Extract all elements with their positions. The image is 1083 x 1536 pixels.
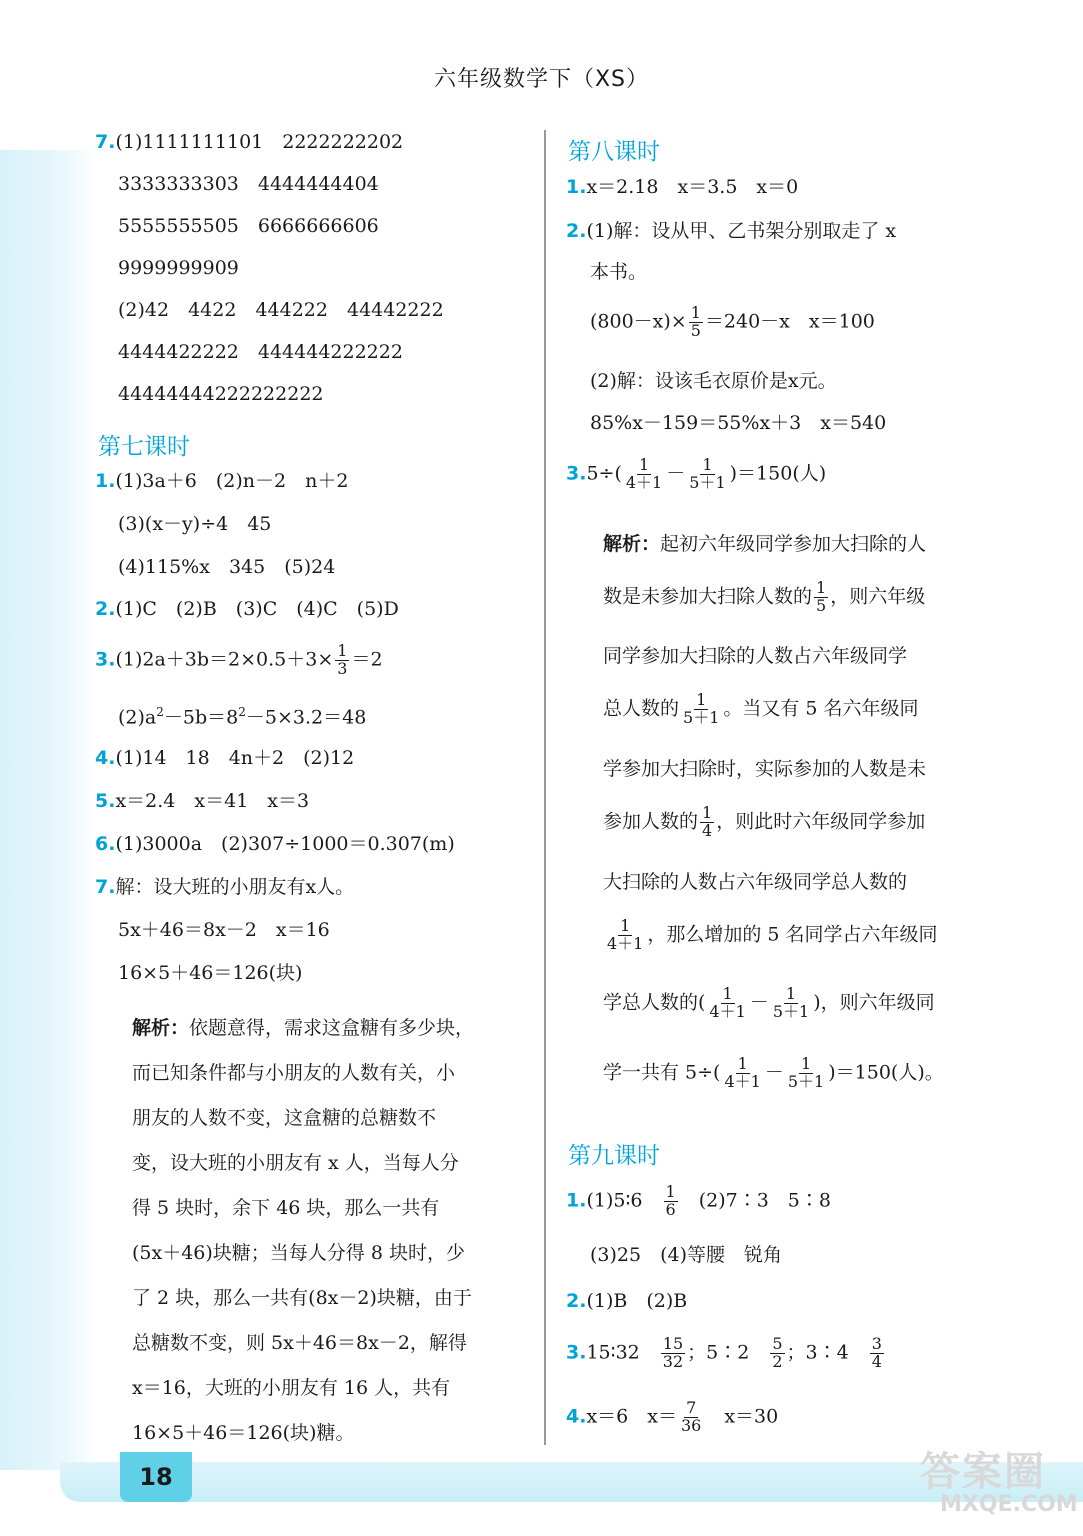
question-7-line-7: 44444444222222222 (118, 383, 324, 405)
page-number: 18 (120, 1452, 192, 1502)
l7-question-4: 4.(1)14 18 4n＋2 (2)12 (95, 747, 355, 769)
l7-question-7-line-3: 16×5＋46＝126(块) (118, 962, 303, 984)
l9-question-3: 3.15∶32 $\frac{15}{32}$ ；5∶2 $\frac{5}{2}$ ；3∶4 $\frac{3}{4}$ (566, 1334, 882, 1371)
l8-analysis-line-7: 大扫除的人数占六年级同学总人数的 (603, 871, 908, 893)
l7-analysis-line-8: 总糖数不变，则 5x＋46＝8x－2，解得 (132, 1332, 467, 1354)
l8-question-2-line-1: 2.(1)解：设从甲、乙书架分别取走了 x (566, 220, 897, 242)
l7-analysis-line-9: x＝16，大班的小朋友有 16 人，共有 (132, 1377, 451, 1399)
l7-question-5: 5.x＝2.4 x＝41 x＝3 (95, 790, 310, 812)
fraction: $\frac{1}{4+1}$ (607, 916, 644, 953)
l7-analysis-line-10: 16×5＋46＝126(块)糖。 (132, 1422, 355, 1444)
watermark-logo: 答案圈 MXQE.COM (920, 1449, 1078, 1517)
question-7-line-5: (2)42 4422 444222 44442222 (118, 299, 444, 321)
l8-analysis-line-10: 学一共有 5÷( $\frac{1}{4+1}$ － $\frac{1}{5+1}$ )＝150(人)。 (603, 1054, 944, 1091)
question-7-line-3: 5555555505 6666666606 (118, 215, 379, 237)
l7-analysis-line-2: 而已知条件都与小朋友的人数有关，小 (132, 1062, 456, 1084)
fraction: $\frac{1}{4+1}$ (724, 1054, 761, 1091)
fraction: $\frac{1}{4+1}$ (625, 455, 663, 492)
l7-analysis-line-7: 了 2 块，那么一共有(8x－2)块糖，由于 (132, 1287, 472, 1309)
question-7-line-1: 7.(1)1111111101 2222222202 (95, 131, 404, 153)
fraction: $\frac{1}{5+1}$ (772, 984, 810, 1021)
l8-question-2-line-2: 本书。 (590, 261, 648, 283)
page-header: 六年级数学下（XS） (433, 67, 650, 92)
question-7-line-6: 4444422222 444444222222 (118, 341, 403, 363)
l7-question-3-line-1: 3.(1)2a＋3b＝2×0.5＋3× $\frac{1}{3}$ ＝2 (95, 641, 383, 678)
l8-analysis-line-3: 同学参加大扫除的人数占六年级同学 (603, 645, 908, 667)
l8-question-2-line-3: (800－x)× $\frac{1}{5}$ ＝240－x x＝100 (590, 303, 875, 340)
fraction: $\frac{1}{6}$ (665, 1182, 676, 1219)
l7-question-7-line-2: 5x＋46＝8x－2 x＝16 (118, 919, 330, 941)
l8-analysis-line-4: 总人数的 $\frac{1}{5+1}$ 。当又有 5 名六年级同 (603, 690, 919, 727)
fraction: $\frac{5}{2}$ (772, 1334, 783, 1371)
l7-question-1-line-1: 1.(1)3a＋6 (2)n－2 n＋2 (95, 470, 349, 492)
l8-analysis-line-9: 学总人数的( $\frac{1}{4+1}$ － $\frac{1}{5+1}$ )，则六年级同 (603, 984, 935, 1021)
l9-question-4: 4.x＝6 x＝ $\frac{7}{36}$ x＝30 (566, 1398, 779, 1435)
fraction: $\frac{1}{4}$ (702, 803, 713, 840)
page-margin-decoration (0, 150, 95, 1470)
l7-question-3-line-2: $(2)a^2-5b=8^2-5\times 3.2=48$ (118, 705, 367, 729)
fraction: $\frac{1}{5+1}$ (787, 1054, 825, 1091)
fraction: $\frac{7}{36}$ (680, 1398, 702, 1435)
fraction: $\frac{1}{5+1}$ (689, 455, 726, 492)
l8-question-3: 3.5÷( $\frac{1}{4+1}$ － $\frac{1}{5+1}$ )＝150(人) (566, 455, 827, 492)
l8-analysis-line-6: 参加人数的 $\frac{1}{4}$ ，则此时六年级同学参加 (603, 803, 926, 840)
l9-question-2: 2.(1)B (2)B (566, 1290, 688, 1312)
fraction: $\frac{1}{5+1}$ (683, 690, 720, 727)
section-title-lesson-7: 第七课时 (98, 434, 190, 460)
l8-analysis-line-1: 解析：起初六年级同学参加大扫除的人 (603, 533, 927, 555)
l8-question-1: 1.x＝2.18 x＝3.5 x＝0 (566, 176, 799, 198)
l7-analysis-line-5: 得 5 块时，余下 46 块，那么一共有 (132, 1197, 440, 1219)
l8-analysis-line-5: 学参加大扫除时，实际参加的人数是未 (603, 758, 927, 780)
question-7-line-2: 3333333303 4444444404 (118, 173, 379, 195)
l7-analysis-line-6: (5x＋46)块糖；当每人分得 8 块时，少 (132, 1242, 465, 1264)
fraction: $\frac{1}{5}$ (816, 578, 827, 615)
l7-question-6: 6.(1)3000a (2)307÷1000＝0.307(m) (95, 833, 455, 855)
l7-analysis-line-4: 变，设大班的小朋友有 x 人，当每人分 (132, 1152, 459, 1174)
section-title-lesson-8: 第八课时 (568, 139, 660, 165)
l8-question-2-line-5: 85%x－159＝55%x＋3 x＝540 (590, 412, 887, 434)
l7-question-2: 2.(1)C (2)B (3)C (4)C (5)D (95, 598, 399, 620)
section-title-lesson-9: 第九课时 (568, 1143, 660, 1169)
l7-question-1-line-3: (4)115%x 345 (5)24 (118, 556, 336, 578)
l8-analysis-line-2: 数是未参加大扫除人数的 $\frac{1}{5}$ ，则六年级 (603, 578, 926, 615)
fraction: $\frac{1}{4+1}$ (709, 984, 746, 1021)
l8-analysis-line-8: $\frac{1}{4+1}$ ，那么增加的 5 名同学占六年级同 (607, 916, 938, 953)
fraction: $\frac{15}{32}$ (662, 1334, 684, 1371)
l9-question-1-line-2: (3)25 (4)等腰 锐角 (590, 1244, 783, 1266)
l8-question-2-line-4: (2)解：设该毛衣原价是x元。 (590, 370, 837, 392)
l7-question-1-line-2: (3)(x－y)÷4 45 (118, 513, 272, 535)
l7-analysis-line-3: 朋友的人数不变，这盒糖的总糖数不 (132, 1107, 437, 1129)
l7-analysis-line-1: 解析：依题意得，需求这盒糖有多少块， (132, 1017, 475, 1039)
question-7-line-4: 9999999909 (118, 257, 239, 279)
fraction: $\frac{1}{5}$ (690, 303, 701, 340)
column-divider (544, 130, 546, 1445)
l9-question-1-line-1: 1.(1)5∶6 $\frac{1}{6}$ (2)7∶3 5∶8 (566, 1182, 831, 1219)
l7-question-7-line-1: 7.解：设大班的小朋友有x人。 (95, 876, 355, 898)
fraction: $\frac{3}{4}$ (871, 1334, 882, 1371)
fraction: $\frac{1}{3}$ (337, 641, 348, 678)
